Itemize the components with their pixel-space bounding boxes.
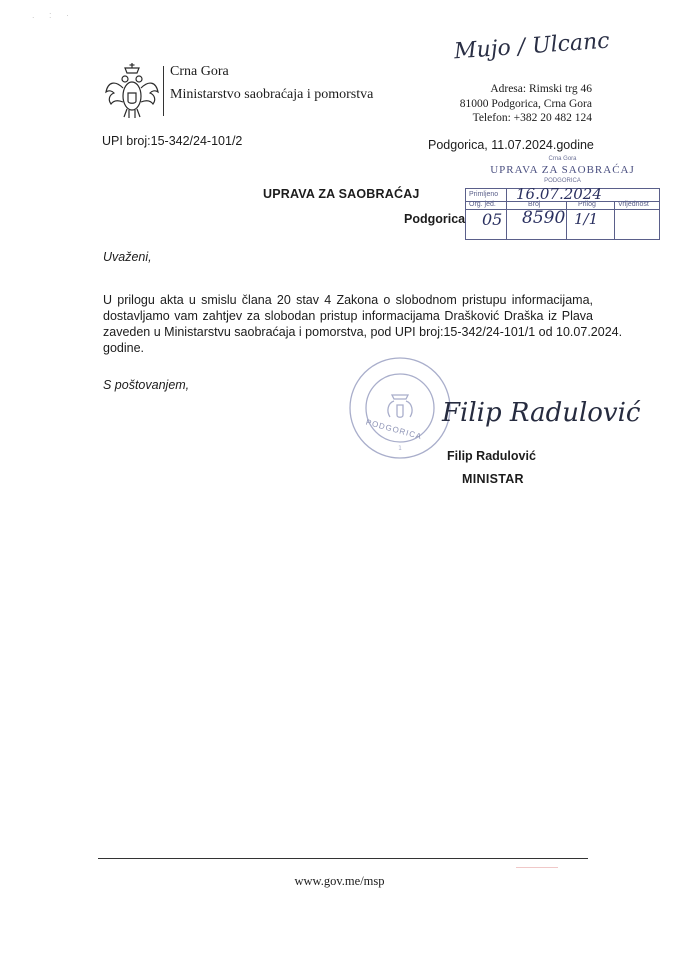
body-line: zaveden u Ministarstvu saobraćaja i pomorstva, pod UPI broj:15-342/24-101/1 od 10.07.2024. bbox=[103, 325, 623, 339]
signatory-title: MINISTAR bbox=[462, 472, 524, 486]
body-line: dostavljamo vam zahtjev za slobodan pristup informacijama Drašković Draška iz Plava bbox=[103, 309, 593, 323]
official-seal-icon bbox=[347, 355, 453, 461]
stamp-label-value: Vrijednost bbox=[618, 201, 649, 208]
handwritten-signature: Filip Radulović bbox=[442, 398, 641, 428]
seal-city: PODGORICA bbox=[364, 417, 424, 442]
stamp-title: UPRAVA ZA SAOBRAĆAJ bbox=[490, 164, 635, 176]
dateline: Podgorica, 11.07.2024.godine bbox=[428, 138, 594, 152]
stamp-label-org: Org. jed. bbox=[469, 201, 496, 208]
recipient-city: Podgorica bbox=[404, 212, 466, 226]
stamp-received-date: 16.07.2024 bbox=[516, 185, 602, 203]
recipient-name: UPRAVA ZA SAOBRAĆAJ bbox=[263, 187, 420, 201]
stamp-label-attachment: Prilog bbox=[578, 201, 596, 208]
stamp-country: Crna Gora bbox=[548, 156, 577, 162]
letterhead-ministry: Ministarstvo saobraćaja i pomorstva bbox=[170, 87, 374, 102]
footer-divider bbox=[98, 858, 588, 859]
reference-number: UPI broj:15-342/24-101/2 bbox=[102, 134, 243, 148]
stamp-attachment-value: 1/1 bbox=[574, 210, 599, 228]
footer-url: www.gov.me/msp bbox=[294, 874, 385, 888]
montenegro-crest-icon bbox=[103, 62, 161, 122]
address-line: Adresa: Rimski trg 46 bbox=[490, 83, 592, 95]
letter-body bbox=[103, 292, 623, 356]
footer-faint-mark bbox=[516, 867, 558, 868]
greeting: Uvaženi, bbox=[103, 250, 152, 264]
stamp-subtitle: PODGORICA bbox=[544, 178, 581, 184]
stamp-org-value: 05 bbox=[482, 210, 503, 229]
stamp-number-value: 8590 bbox=[522, 208, 566, 228]
letterhead-country: Crna Gora bbox=[170, 64, 229, 79]
phone-line: Telefon: +382 20 482 124 bbox=[472, 112, 592, 124]
closing: S poštovanjem, bbox=[103, 378, 190, 392]
stamp-label-number: Broj bbox=[528, 201, 541, 208]
stamp-label-received: Primljeno bbox=[469, 191, 499, 198]
receipt-stamp bbox=[465, 156, 660, 242]
stamp-table bbox=[465, 185, 660, 240]
handwritten-note: Mujo / Ulcanc bbox=[453, 28, 611, 65]
body-line: godine. bbox=[103, 341, 145, 355]
signatory-name: Filip Radulović bbox=[447, 449, 536, 463]
corner-scan-marks: . : · bbox=[32, 10, 75, 20]
address-line: 81000 Podgorica, Crna Gora bbox=[459, 98, 592, 110]
letterhead-divider bbox=[163, 66, 164, 116]
seal-number: 1 bbox=[398, 445, 402, 452]
body-line: U prilogu akta u smislu člana 20 stav 4 Zakona o slobodnom pristupu informacijama, bbox=[103, 293, 593, 307]
